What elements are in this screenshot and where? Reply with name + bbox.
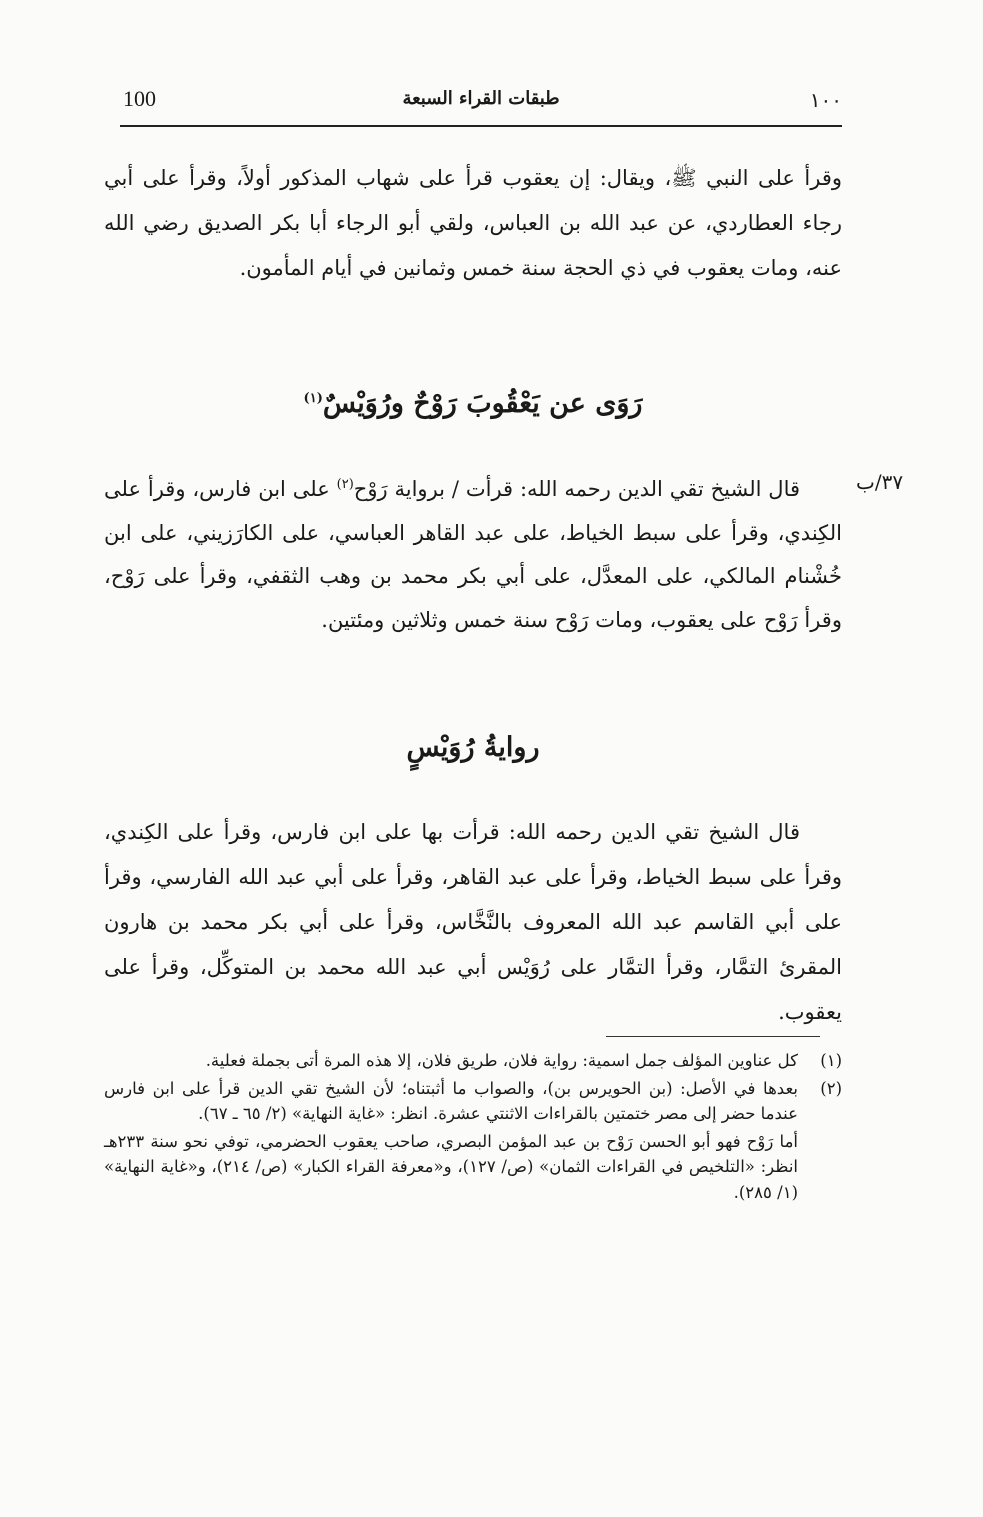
paragraph-2-part-a: قال الشيخ تقي الدين رحمه الله: قرأت / برواية رَوْح	[353, 477, 801, 501]
footnotes	[104, 1048, 842, 1205]
footnote-2	[104, 1076, 842, 1127]
page-header	[120, 86, 842, 122]
footnote-2-continuation: أما رَوْح فهو أبو الحسن رَوْح بن عبد المؤمن البصري، صاحب يعقوب الحضرمي، توفي نحو سنة ٢٣٣هـ انظر: «التلخيص في القراءات الثمان» (ص/ ١٢٧)، و«معرفة القراء الكبار» (ص/ ٢١٤)، و«غاية النهاية» (١/ ٢٨٥).	[104, 1131, 798, 1202]
footnote-rule	[606, 1036, 820, 1037]
paragraph-3-text: قال الشيخ تقي الدين رحمه الله: قرأت بها على ابن فارس، وقرأ على الكِندي، وقرأ على سبط الخياط، وقرأ على عبد القاهر، وقرأ على أبي عبد الله الفارسي، وقرأ على أبي القاسم عبد الله المعروف بالنَّخَّاس، وقرأ على أبي بكر محمد بن هارون المقرئ التمَّار، وقرأ التمَّار على رُوَيْس أبي عبد الله محمد بن المتوكِّل، وقرأ على يعقوب.	[104, 820, 842, 1024]
header-rule	[120, 125, 842, 127]
section-heading-1	[104, 388, 842, 419]
paragraph-2-part-b: على ابن فارس، وقرأ على الكِندي، وقرأ على سبط الخياط، على عبد القاهر العباسي، على الكارَزيني، على ابن خُشْنام المالكي، على المعدَّل، على أبي بكر محمد بن وهب الثقفي، وقرأ على رَوْح، وقرأ رَوْح على يعقوب، ومات رَوْح سنة خمس وثلاثين ومئتين.	[104, 477, 842, 632]
paragraph-2	[104, 468, 842, 642]
page-number-latin: 100	[123, 86, 156, 111]
page-number-arabic: ١٠٠	[809, 88, 842, 112]
footnote-ref-2: (٢)	[336, 477, 354, 492]
footnote-2-text: بعدها في الأصل: (بن الحويرس بن)، والصواب ما أثبتناه؛ لأن الشيخ تقي الدين قرأ على ابن فارس عندما حضر إلى مصر ختمتين بالقراءات الاثنتي عشرة. انظر: «غاية النهاية» (٢/ ٦٥ ـ ٦٧).	[104, 1078, 798, 1123]
paragraph-2-text	[104, 468, 842, 642]
footnote-1-text: كل عناوين المؤلف جمل اسمية: رواية فلان، طريق فلان، إلا هذه المرة أتى بجملة فعلية.	[205, 1051, 798, 1070]
manuscript-folio-note: ٣٧/ب	[856, 470, 904, 494]
footnote-1-number: (١)	[820, 1051, 842, 1070]
book-title: طبقات القراء السبعة	[402, 88, 560, 109]
footnote-2-number: (٢)	[820, 1078, 842, 1098]
paragraph-3	[104, 810, 842, 1035]
footnote-ref-1: (١)	[303, 391, 323, 406]
footnote-1	[104, 1048, 842, 1074]
paragraph-1	[104, 156, 842, 291]
paragraph-1-text: وقرأ على النبي ﷺ، ويقال: إن يعقوب قرأ على شهاب المذكور أولاً، وقرأ على أبي رجاء العطاردي، عن عبد الله بن العباس، ولقي أبو الرجاء أبا بكر الصديق رضي الله عنه، ومات يعقوب في ذي الحجة سنة خمس وثمانين في أيام المأمون.	[104, 166, 842, 280]
heading-1-text: رَوَى عن يَعْقُوبَ رَوْحٌ ورُوَيْسٌ	[322, 388, 643, 419]
section-heading-2: روايةُ رُوَيْسٍ	[406, 732, 540, 763]
